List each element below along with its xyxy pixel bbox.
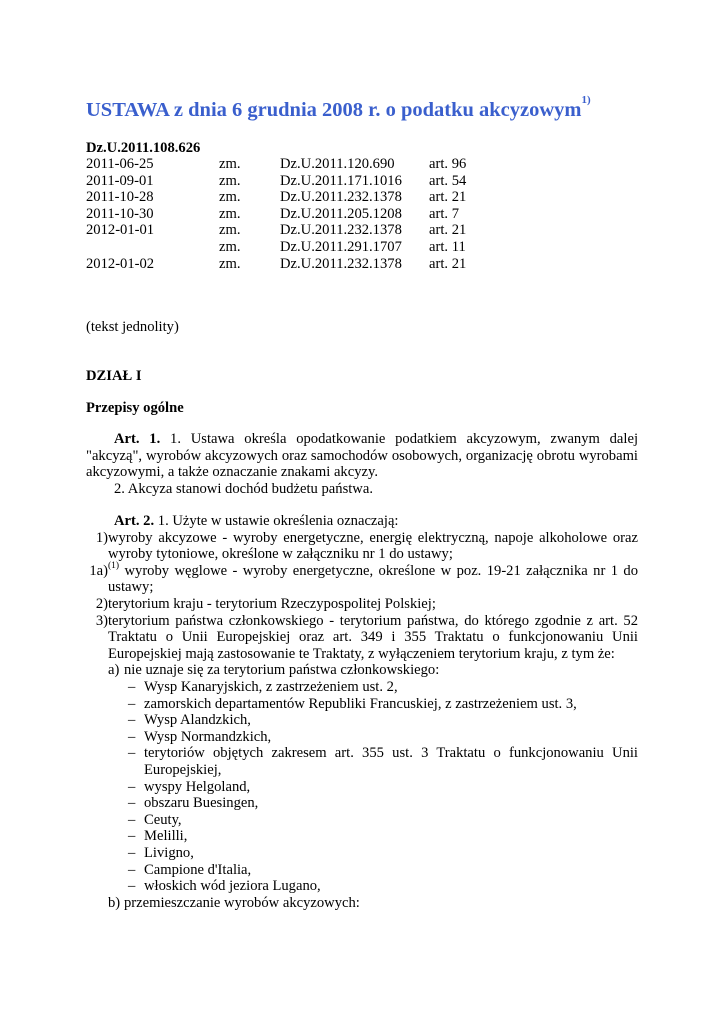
amendments-table	[86, 156, 566, 272]
amendment-zm: zm.	[219, 189, 241, 206]
list-item: zamorskich departamentów Republiki Francuskiej, z zastrzeżeniem ust. 3,	[144, 695, 577, 712]
definition-text: terytorium kraju - terytorium Rzeczypospolitej Polskiej;	[108, 596, 436, 612]
list-item: włoskich wód jeziora Lugano,	[144, 878, 321, 895]
definition-text: Europejskiej mają zastosowanie te Traktaty, z wyłączeniem terytorium kraju, z tym że:	[108, 645, 615, 662]
amendment-ref: Dz.U.2011.171.1016	[280, 172, 402, 189]
amendment-date: 2012-01-01	[86, 222, 155, 239]
dash: –	[128, 828, 136, 845]
dash: –	[128, 845, 136, 861]
amendment-ref: Dz.U.2011.232.1378	[280, 222, 402, 239]
amendment-art: art. 54	[429, 172, 467, 189]
amendment-zm: zm.	[219, 222, 241, 239]
definition-line: wyroby węglowe - wyroby energetyczne, określone w poz. 19-21 załącznika nr 1 do	[124, 562, 638, 579]
amendment-art: art. 21	[429, 189, 467, 206]
title-text: USTAWA z dnia 6 grudnia 2008 r. o podatku akcyzowym	[86, 99, 582, 121]
dash: –	[128, 878, 136, 895]
amendment-date: 2011-09-01	[86, 172, 154, 189]
dash: –	[128, 778, 136, 795]
subpoint-label: b)	[108, 894, 121, 911]
list-item: Wysp Alandzkich,	[144, 712, 251, 729]
definition-text	[108, 560, 638, 580]
amendment-art: art. 7	[429, 205, 459, 222]
list-item: Livigno,	[144, 845, 194, 861]
section-subheading: Przepisy ogólne	[86, 400, 184, 416]
dash: –	[128, 861, 136, 878]
article-label: Art. 1.	[114, 431, 161, 447]
list-item: wyspy Helgoland,	[144, 778, 251, 795]
amendment-ref: Dz.U.2011.232.1378	[280, 189, 402, 206]
section-heading: DZIAŁ I	[86, 368, 142, 384]
art2-intro-line	[114, 513, 398, 530]
dash: –	[128, 745, 136, 762]
amendment-art: art. 11	[429, 238, 466, 255]
dash: –	[128, 795, 136, 812]
definition-text: terytorium państwa członkowskiego - terytorium państwa, do którego zgodnie z art. 52	[108, 612, 638, 629]
art1-text: 1. Ustawa określa opodatkowanie podatkiem akcyzowym, zwanym dalej	[170, 431, 638, 447]
footnote-ref: (1)	[108, 560, 120, 571]
item-number: 1a)	[89, 562, 108, 579]
consolidated-text-note: (tekst jednolity)	[86, 319, 179, 335]
journal-reference: Dz.U.2011.108.626	[86, 140, 201, 156]
amendment-row	[86, 206, 566, 223]
amendment-ref: Dz.U.2011.291.1707	[280, 238, 402, 255]
amendment-row	[86, 189, 566, 206]
list-item: obszaru Buesingen,	[144, 795, 259, 812]
list-item: terytoriów objętych zakresem art. 355 ust. 3 Traktatu o funkcjonowaniu Unii	[144, 745, 638, 762]
amendment-date: 2011-06-25	[86, 156, 154, 172]
amendment-date: 2011-10-30	[86, 205, 154, 222]
amendment-date: 2012-01-02	[86, 255, 155, 272]
item-number: 3)	[95, 612, 108, 629]
document-title	[86, 94, 646, 122]
art1-line: akcyzowymi, a także oznaczanie znakami akcyzy.	[86, 464, 378, 481]
definition-text: ustawy;	[108, 579, 154, 596]
item-number: 1)	[95, 529, 108, 546]
amendment-zm: zm.	[219, 238, 241, 255]
amendment-row	[86, 222, 566, 239]
article-label: Art. 2.	[114, 513, 155, 529]
art1-ust2: 2. Akcyza stanowi dochód budżetu państwa.	[114, 480, 373, 497]
subpoint-text: przemieszczanie wyrobów akcyzowych:	[124, 894, 360, 911]
list-item: Ceuty,	[144, 811, 182, 828]
art1-line: "akcyzą", wyrobów akcyzowych oraz samochodów osobowych, organizację obrotu wyrobami	[86, 447, 638, 464]
amendment-art: art. 21	[429, 222, 467, 239]
amendment-zm: zm.	[219, 255, 241, 272]
amendment-zm: zm.	[219, 172, 241, 189]
definition-text: wyroby tytoniowe, określone w załączniku nr 1 do ustawy;	[108, 546, 453, 563]
definition-text: wyroby akcyzowe - wyroby energetyczne, energię elektryczną, napoje alkoholowe oraz	[108, 529, 638, 546]
dash: –	[128, 679, 136, 695]
amendment-art: art. 21	[429, 255, 467, 272]
amendment-ref: Dz.U.2011.232.1378	[280, 255, 402, 272]
amendment-ref: Dz.U.2011.205.1208	[280, 205, 402, 222]
item-number: 2)	[95, 596, 108, 612]
dash: –	[128, 728, 136, 745]
dash: –	[128, 712, 136, 729]
amendment-zm: zm.	[219, 156, 241, 172]
amendment-date: 2011-10-28	[86, 189, 154, 206]
dash: –	[128, 695, 136, 712]
amendment-row	[86, 239, 566, 256]
list-item-continuation: Europejskiej,	[144, 762, 222, 778]
art1-line	[86, 431, 638, 448]
subpoint-text: nie uznaje się za terytorium państwa członkowskiego:	[124, 662, 440, 679]
amendment-row	[86, 156, 566, 173]
list-item: Melilli,	[144, 828, 188, 845]
art2-intro: 1. Użyte w ustawie określenia oznaczają:	[157, 513, 399, 529]
title-footnote: 1)	[581, 94, 591, 106]
list-item: Campione d'Italia,	[144, 861, 252, 878]
amendment-row	[86, 173, 566, 190]
dash: –	[128, 811, 136, 828]
amendment-row	[86, 256, 566, 273]
definition-text: Traktatu o Unii Europejskiej oraz art. 349 i 355 Traktatu o funkcjonowaniu Unii	[108, 629, 638, 646]
amendment-art: art. 96	[429, 156, 467, 172]
amendment-ref: Dz.U.2011.120.690	[280, 156, 395, 172]
list-item: Wysp Normandzkich,	[144, 728, 272, 745]
subpoint-label: a)	[108, 662, 120, 679]
amendment-zm: zm.	[219, 205, 241, 222]
list-item: Wysp Kanaryjskich, z zastrzeżeniem ust. 2,	[144, 679, 398, 695]
